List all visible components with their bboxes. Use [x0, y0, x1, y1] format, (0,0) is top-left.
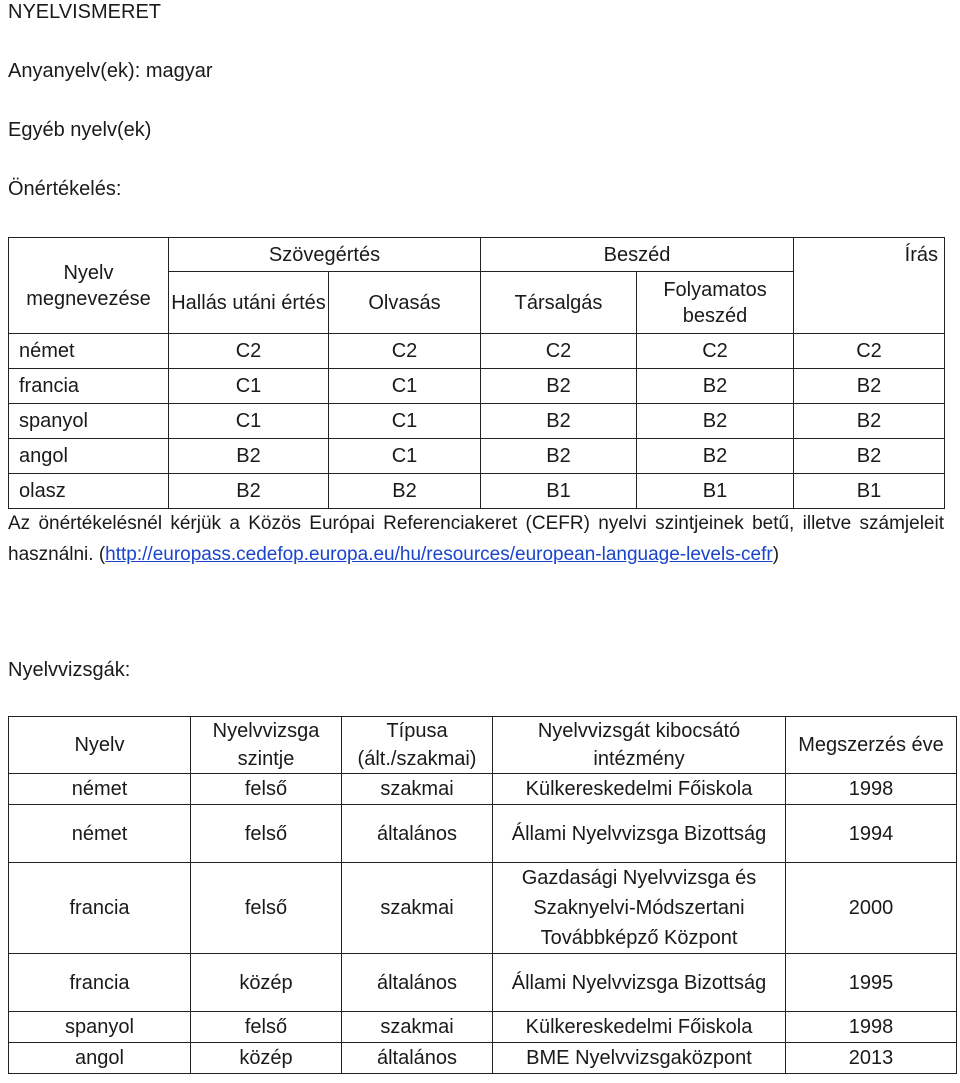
exam-table-row — [9, 774, 957, 805]
level-cell: C1 — [169, 404, 329, 439]
exam-institution: Külkereskedelmi Főiskola — [493, 1012, 786, 1043]
exam-language: német — [9, 774, 191, 805]
level-cell: C2 — [637, 334, 794, 369]
section-title: NYELVISMERET — [8, 1, 161, 23]
exam-language: francia — [9, 954, 191, 1012]
cefr-link-close: ) — [772, 544, 780, 565]
col-header-understanding: Szövegértés — [169, 238, 481, 272]
exam-table-row — [9, 863, 957, 954]
col-header-production: Folyamatos beszéd — [637, 272, 794, 334]
level-cell: C2 — [481, 334, 637, 369]
level-cell: B2 — [637, 439, 794, 474]
level-cell: B2 — [481, 404, 637, 439]
exam-language: francia — [9, 863, 191, 954]
exam-type: szakmai — [342, 863, 493, 954]
level-cell: B2 — [329, 474, 481, 509]
exams-label: Nyelvvizsgák: — [8, 659, 131, 681]
col-header-listening: Hallás utáni értés — [169, 272, 329, 334]
row-language: francia — [9, 369, 169, 404]
exam-level: felső — [191, 774, 342, 805]
self-table-row — [9, 474, 945, 509]
row-language: német — [9, 334, 169, 369]
level-cell: B2 — [794, 369, 945, 404]
exam-type: szakmai — [342, 774, 493, 805]
exam-year: 1995 — [786, 954, 957, 1012]
level-cell: C1 — [169, 369, 329, 404]
level-cell: B2 — [481, 439, 637, 474]
exam-col-institution: Nyelvvizsgát kibocsátó intézmény — [493, 717, 786, 774]
self-table-row — [9, 369, 945, 404]
level-cell: B2 — [481, 369, 637, 404]
cefr-note — [8, 508, 944, 570]
level-cell: B2 — [169, 439, 329, 474]
exam-institution: Állami Nyelvvizsga Bizottság — [493, 805, 786, 863]
exam-level: felső — [191, 863, 342, 954]
level-cell: B1 — [481, 474, 637, 509]
exam-type: általános — [342, 1043, 493, 1074]
exam-year: 1998 — [786, 1012, 957, 1043]
exam-type: szakmai — [342, 1012, 493, 1043]
level-cell: B1 — [637, 474, 794, 509]
col-header-reading: Olvasás — [329, 272, 481, 334]
level-cell: C2 — [169, 334, 329, 369]
level-cell: B2 — [637, 404, 794, 439]
level-cell: C1 — [329, 439, 481, 474]
exam-type: általános — [342, 805, 493, 863]
col-header-writing: Írás — [794, 238, 945, 272]
exam-language: angol — [9, 1043, 191, 1074]
exam-institution: Állami Nyelvvizsga Bizottság — [493, 954, 786, 1012]
exam-language: spanyol — [9, 1012, 191, 1043]
other-languages-label: Egyéb nyelv(ek) — [8, 119, 152, 141]
row-language: olasz — [9, 474, 169, 509]
exam-table-row — [9, 1043, 957, 1074]
level-cell: C1 — [329, 369, 481, 404]
row-language: spanyol — [9, 404, 169, 439]
exam-table-row — [9, 805, 957, 863]
col-header-speaking: Beszéd — [481, 238, 794, 272]
level-cell: B2 — [637, 369, 794, 404]
exam-level: közép — [191, 954, 342, 1012]
col-header-interaction: Társalgás — [481, 272, 637, 334]
level-cell: B2 — [794, 439, 945, 474]
level-cell: B2 — [169, 474, 329, 509]
mother-tongue-label: Anyanyelv(ek): magyar — [8, 60, 213, 82]
exam-col-level: Nyelvvizsga szintje — [191, 717, 342, 774]
exam-institution: Külkereskedelmi Főiskola — [493, 774, 786, 805]
row-language: angol — [9, 439, 169, 474]
col-header-language-name: Nyelv megnevezése — [9, 238, 169, 334]
cefr-note-text: Az önértékelésnél kérjük a Közös Európai Referenciakeret (CEFR) nyelvi szintjeinek betű, illetve számjeleit használni. — [8, 513, 944, 565]
exam-col-language: Nyelv — [9, 717, 191, 774]
self-table-row — [9, 334, 945, 369]
self-table-row — [9, 404, 945, 439]
cefr-link[interactable]: http://europass.cedefop.europa.eu/hu/resources/european-language-levels-cefr — [105, 544, 773, 565]
exam-language: német — [9, 805, 191, 863]
exam-col-type: Típusa (ált./szakmai) — [342, 717, 493, 774]
exam-year: 2013 — [786, 1043, 957, 1074]
exam-year: 1998 — [786, 774, 957, 805]
self-assessment-table — [8, 237, 945, 509]
col-header-writing-blank — [794, 272, 945, 334]
cefr-link-open: ( — [98, 544, 106, 565]
self-assessment-label: Önértékelés: — [8, 178, 122, 200]
level-cell: C2 — [329, 334, 481, 369]
exam-table-row — [9, 1012, 957, 1043]
exam-institution: BME Nyelvvizsgaközpont — [493, 1043, 786, 1074]
exam-level: felső — [191, 805, 342, 863]
level-cell: C1 — [329, 404, 481, 439]
exam-level: felső — [191, 1012, 342, 1043]
exam-institution: Gazdasági Nyelvvizsga és Szaknyelvi-Módszertani Továbbképző Központ — [493, 863, 786, 954]
level-cell: B2 — [794, 404, 945, 439]
language-exams-table — [8, 716, 957, 1074]
self-table-row — [9, 439, 945, 474]
exam-level: közép — [191, 1043, 342, 1074]
exam-year: 1994 — [786, 805, 957, 863]
exam-year: 2000 — [786, 863, 957, 954]
exam-col-year: Megszerzés éve — [786, 717, 957, 774]
level-cell: C2 — [794, 334, 945, 369]
exam-type: általános — [342, 954, 493, 1012]
exam-table-row — [9, 954, 957, 1012]
level-cell: B1 — [794, 474, 945, 509]
